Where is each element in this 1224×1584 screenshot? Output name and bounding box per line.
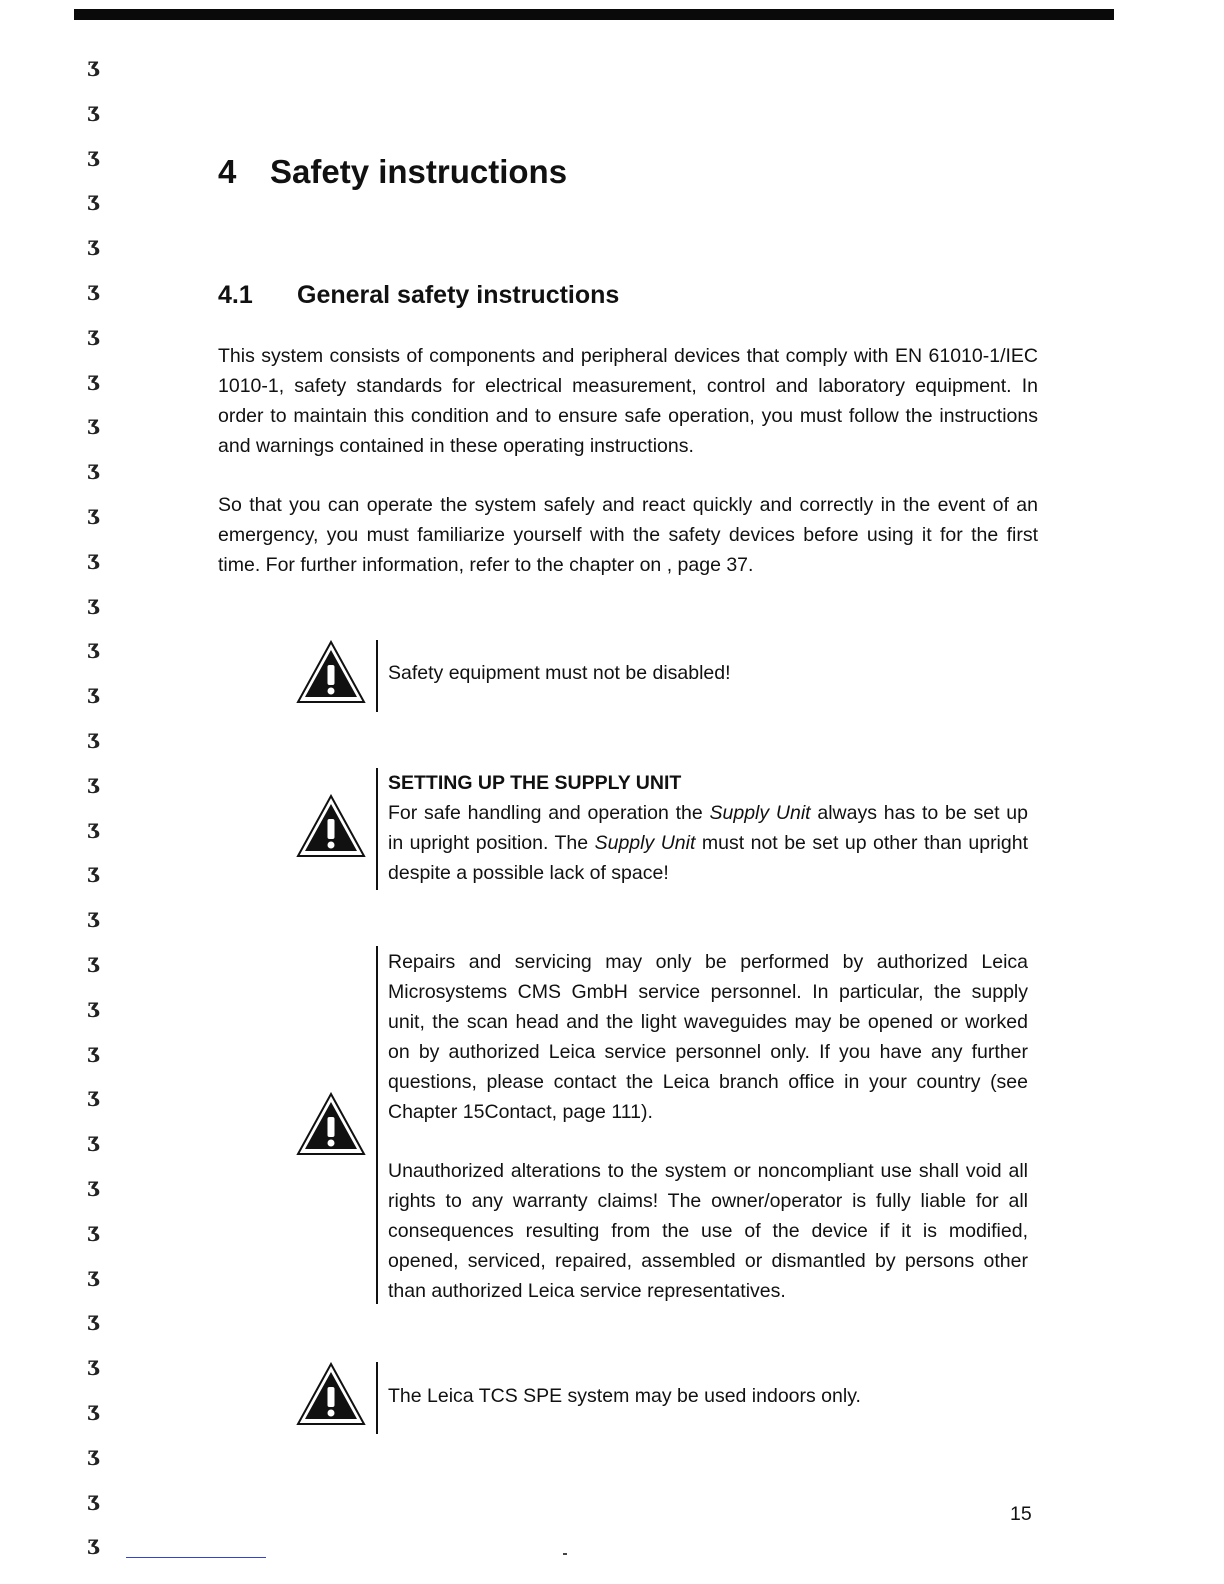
binding-hole-icon: Ʒ <box>87 1356 101 1381</box>
binding-hole-icon: Ʒ <box>87 863 101 888</box>
binding-hole-icon: Ʒ <box>87 1266 101 1291</box>
footer-rule <box>126 1557 266 1558</box>
binding-hole-icon: Ʒ <box>87 773 101 798</box>
binding-hole-icon: Ʒ <box>87 191 101 216</box>
binding-hole-icon: Ʒ <box>87 101 101 126</box>
intro-paragraph: This system consists of components and peripheral devices that comply with EN 61010-1/IEC 1010-1, safety standards for electrical measurement, control and laboratory equipment. In order to maintain this condition and to ensure safe operation, you must follow the instructions and warnings contained in these operating instructions. <box>218 345 1038 457</box>
binding-hole-icon: Ʒ <box>87 594 101 619</box>
binding-hole-icon: Ʒ <box>87 146 101 171</box>
notice-text: Safety equipment must not be disabled! <box>388 662 731 684</box>
chapter-heading <box>218 153 567 191</box>
warning-triangle-icon <box>296 1092 366 1156</box>
binding-hole-icon: Ʒ <box>87 908 101 933</box>
notice-body: For safe handling and operation the Supply Unit always has to be set up in upright position. The Supply Unit must not be set up other than upright despite a possible lack of space! <box>388 802 1029 884</box>
notice-rule <box>376 946 378 1304</box>
notice-text <box>388 947 1028 1306</box>
binding-hole-icon: Ʒ <box>87 639 101 664</box>
binding-hole-icon: Ʒ <box>87 370 101 395</box>
notice-text <box>388 768 1028 888</box>
warning-triangle-icon <box>296 640 366 704</box>
binding-hole-icon: Ʒ <box>87 1311 101 1336</box>
notice-text: The Leica TCS SPE system may be used indoors only. <box>388 1385 861 1407</box>
top-rule <box>74 9 1114 20</box>
warning-triangle-icon <box>296 794 366 858</box>
binding-hole-icon: Ʒ <box>87 997 101 1022</box>
notice-rule <box>376 1362 378 1434</box>
binding-hole-icon: Ʒ <box>87 1535 101 1560</box>
binding-hole-icon: Ʒ <box>87 415 101 440</box>
notice-safety-equipment <box>290 640 1050 712</box>
binding-hole-icon: Ʒ <box>87 281 101 305</box>
binding-hole-icon: Ʒ <box>87 684 101 709</box>
notice-supply-unit <box>290 768 1050 890</box>
section-number: 4.1 <box>218 281 253 309</box>
chapter-title: Safety instructions <box>270 153 568 190</box>
binding-hole-icon: Ʒ <box>87 57 101 81</box>
chapter-number: 4 <box>218 153 237 190</box>
warning-triangle-icon <box>296 1362 366 1426</box>
binding-hole-icon: Ʒ <box>87 729 101 753</box>
binding-hole-icon: Ʒ <box>87 1445 101 1470</box>
binding-hole-icon: Ʒ <box>87 325 101 350</box>
binding-hole-icon: Ʒ <box>87 1042 101 1067</box>
binding-hole-icon: Ʒ <box>87 1087 101 1112</box>
binding-hole-icon: Ʒ <box>87 1490 101 1515</box>
scan-speck <box>563 1553 567 1555</box>
notice-rule <box>376 640 378 712</box>
notice-indoors <box>290 1362 1050 1434</box>
binding-hole-icon: Ʒ <box>87 953 101 977</box>
notice-heading: SETTING UP THE SUPPLY UNIT <box>388 772 682 794</box>
section-heading <box>218 281 619 310</box>
binding-hole-icon: Ʒ <box>87 818 101 843</box>
binding-hole-icon: Ʒ <box>87 236 101 261</box>
binding-hole-icon: Ʒ <box>87 549 101 574</box>
emergency-paragraph: So that you can operate the system safely and react quickly and correctly in the event of an emergency, you must familiarize yourself with the safety devices before using it for the first time. For further information, refer to the chapter on , page 37. <box>218 494 1038 576</box>
notice-repairs <box>290 946 1050 1304</box>
binding-hole-icon: Ʒ <box>87 1177 101 1201</box>
section-title: General safety instructions <box>297 281 620 309</box>
binding-hole-icon: Ʒ <box>87 1221 101 1246</box>
binding-hole-icon: Ʒ <box>87 460 101 485</box>
binding-hole-icon: Ʒ <box>87 505 101 529</box>
repairs-paragraph: Repairs and servicing may only be performed by authorized Leica Microsystems CMS GmbH service personnel. In particular, the supply unit, the scan head and the light waveguides may be opened or worked on by authorized Leica service personnel only. If you have any further questions, please contact the Leica branch office in your country (see Chapter 15Contact, page 111). <box>388 951 1028 1123</box>
page-number: 15 <box>1010 1503 1032 1525</box>
supply-unit-term: Supply Unit <box>709 802 811 824</box>
binding-hole-icon: Ʒ <box>87 1132 101 1157</box>
warranty-paragraph: Unauthorized alterations to the system or noncompliant use shall void all rights to any warranty claims! The owner/operator is fully liable for all consequences resulting from the use of the device if it is modified, opened, serviced, repaired, assembled or dismantled by persons other than authorized Leica service representatives. <box>388 1160 1028 1302</box>
notice-rule <box>376 768 378 890</box>
binding-hole-icon: Ʒ <box>87 1401 101 1425</box>
supply-unit-term: Supply Unit <box>594 832 696 854</box>
